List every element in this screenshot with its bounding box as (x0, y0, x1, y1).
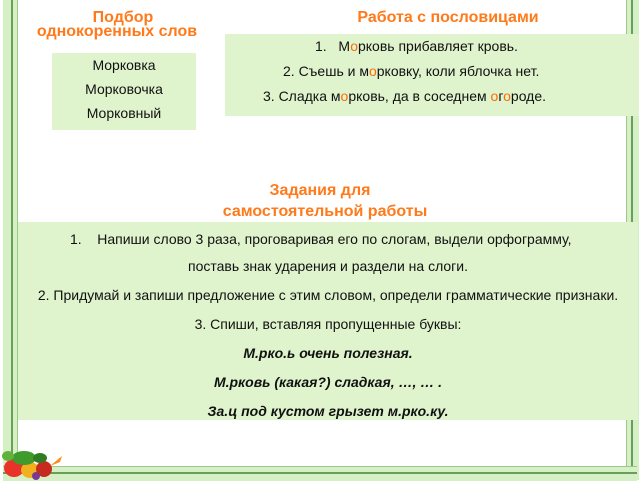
frame-left-line (11, 0, 13, 480)
proverb-3-text-start: 3. Сладка м (263, 88, 341, 104)
proverbs-box (225, 34, 639, 116)
task-1-continuation: поставь знак ударения и раздели на слоги. (187, 258, 468, 274)
tasks-box (18, 222, 638, 420)
proverb-1-text-start: М (338, 38, 351, 54)
word-item: Морковный (86, 105, 162, 121)
proverb-3-text-mid: рковь, да в соседнем (348, 88, 491, 104)
tasks-heading-line1: Задания для (269, 182, 371, 199)
task-1-number: 1. (70, 231, 82, 247)
proverb-1-number: 1. (315, 38, 327, 54)
exercise-sentence-1: М.рко.ь очень полезная. (243, 345, 413, 361)
task-2: 2. Придумай и запиши предложение с этим словом, определи грамматические признаки. (37, 287, 619, 303)
proverb-3-highlight-1: о (340, 88, 349, 104)
words-heading-line1: Подбор (92, 9, 154, 26)
task-1 (18, 229, 638, 249)
tasks-heading-line2: самостоятельной работы (222, 203, 428, 220)
proverbs-heading: Работа с пословицами (357, 9, 539, 26)
task-3: 3. Спиши, вставляя пропущенные буквы: (194, 316, 462, 332)
exercise-sentence-3: За.ц под кустом грызет м.рко.ку. (207, 403, 449, 419)
proverb-1-highlight: о (350, 38, 358, 54)
related-words-box (52, 53, 196, 130)
vegetables-icon (0, 436, 64, 480)
proverb-2-text-start: 2. Съешь и м (283, 63, 369, 79)
frame-bottom-line (3, 472, 637, 474)
words-heading-line2: однокоренных слов (36, 23, 198, 40)
proverb-1-text-end: рковь прибавляет кровь. (357, 38, 518, 54)
proverb-3-highlight-3: о (503, 88, 511, 104)
proverb-2 (225, 59, 639, 84)
task-1-text: Напиши слово 3 раза, проговаривая его по слогам, выдели орфограмму, (97, 231, 572, 247)
proverb-3-text-mid2: г (498, 88, 504, 104)
proverb-3-highlight-2: о (490, 88, 499, 104)
exercise-sentence-2: М.рковь (какая?) сладкая, …, … . (213, 374, 443, 390)
word-item: Морковка (92, 57, 156, 73)
proverb-1 (225, 34, 639, 59)
proverb-3 (225, 84, 639, 109)
proverb-3-text-end: роде. (510, 88, 547, 104)
word-item: Морковочка (85, 81, 163, 97)
proverb-2-highlight: о (368, 63, 377, 79)
proverb-2-text-end: рковку, коли яблочка нет. (376, 63, 540, 79)
